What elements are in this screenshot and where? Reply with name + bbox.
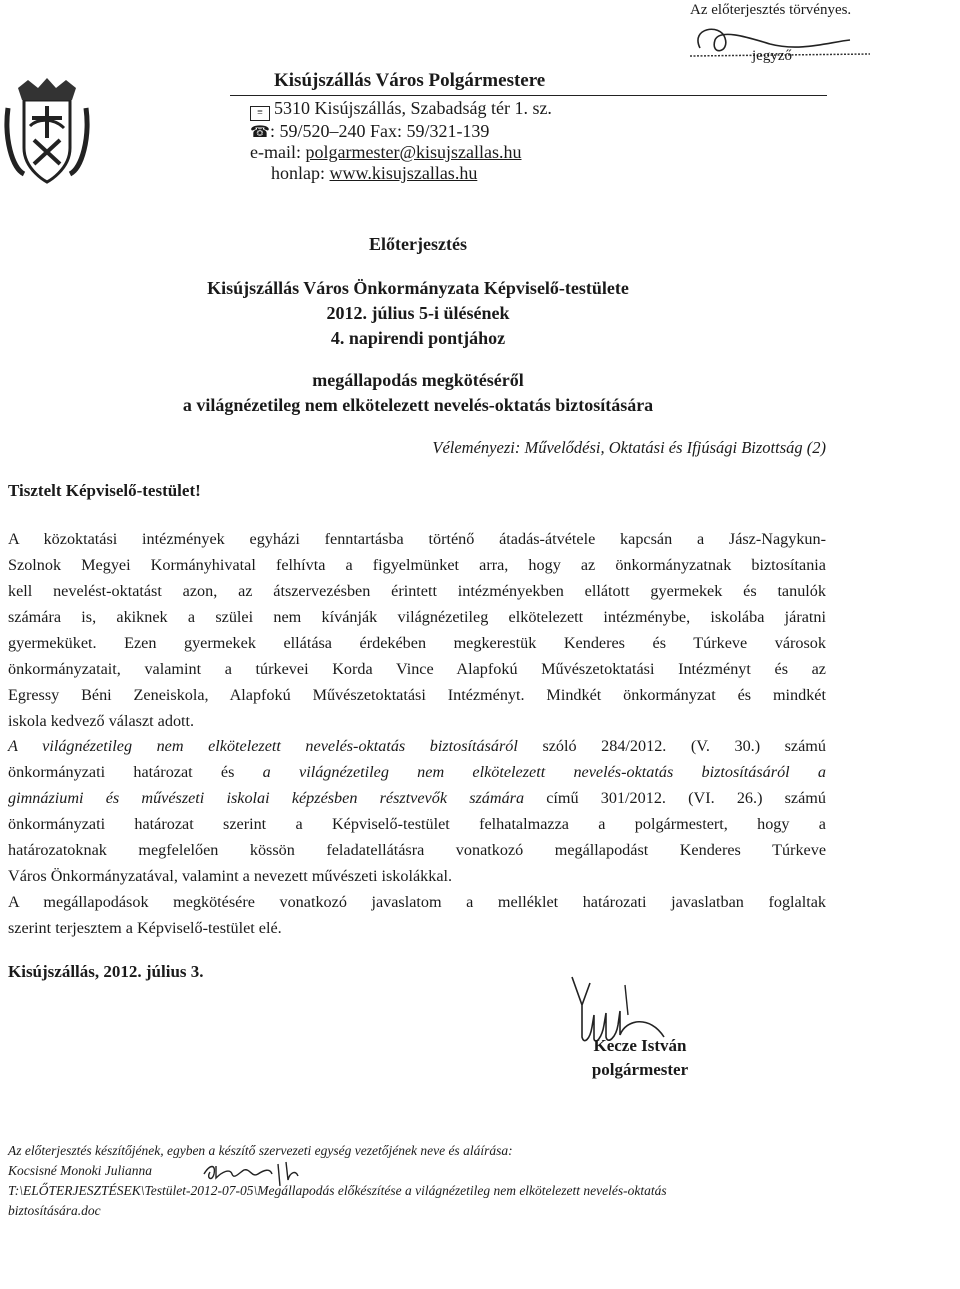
telephone-icon: ☎ (250, 124, 270, 141)
paragraph-line: Szolnok Megyei Kormányhivatal felhívta a figyelmünket arra, hogy az önkormányzatnak biztosítania (8, 556, 826, 574)
stamp-role: jegyző (752, 48, 792, 64)
paragraph-3 (8, 889, 826, 941)
preparer-name: Kocsisné Monoki Julianna (8, 1163, 152, 1178)
doc-type: Előterjesztés (369, 234, 467, 254)
footer-preparer-line (8, 1161, 828, 1181)
paragraph-2 (8, 733, 826, 889)
signatory-title: polgármester (591, 1060, 689, 1079)
signatory-block (560, 1034, 720, 1082)
paragraph-text: című 301/2012. (VI. 26.) számú (524, 789, 826, 807)
paragraph-text: szóló 284/2012. (V. 30.) számú (517, 737, 826, 755)
coat-of-arms-logo (4, 78, 90, 188)
paragraph-line: önkormányzatait, valamint a túrkevei Korda Vince Alapfokú Művészetoktatási Intézményt és az (8, 660, 826, 678)
paragraph-text: önkormányzati határozat és (8, 763, 263, 781)
phone-line (230, 121, 830, 142)
heading-subject-1: megállapodás megkötéséről (312, 370, 524, 390)
paragraph-line: kell nevelést-oktatást azon, az átszervezésben érintett intézményekben ellátott gyermekek és tanulók (8, 582, 826, 600)
paragraph-line (8, 759, 826, 785)
paragraph-line: határozatoknak megfelelően kössön feladatellátásra vonatkozó megállapodást Kenderes Túrkeve (8, 841, 826, 859)
paragraph-line (8, 785, 826, 811)
stamp-text: Az előterjesztés törvényes. (690, 2, 852, 18)
heading-session: 2012. július 5-i ülésének (326, 303, 510, 323)
web-line (230, 163, 830, 184)
heading-subject-2: a világnézetileg nem elkötelezett nevelés-oktatás biztosítására (182, 395, 654, 415)
paragraph-line: gyermeküket. Ezen gyermekek ellátása érdekében megkerestük Kenderes és Túrkeve városok (8, 634, 826, 652)
paragraph-line: Egressy Béni Zeneiskola, Alapfokú Művészetoktatási Intézményt. Mindkét önkormányzat és mindkét (8, 686, 826, 704)
paragraph-line (8, 733, 826, 759)
paragraph-line: Város Önkormányzatával, valamint a nevezett művészeti iskolákkal. (8, 867, 453, 885)
heading-body: Kisújszállás Város Önkormányzata Képviselő-testülete (207, 278, 629, 298)
resolution-title-2a: a világnézetileg nem elkötelezett nevelés-oktatás biztosításáról a (262, 763, 827, 781)
mailbox-icon: ≡ (250, 106, 270, 121)
file-path-line-2: biztosítására.doc (8, 1203, 101, 1218)
resolution-title-1: A világnézetileg nem elkötelezett nevelés-oktatás biztosításáról (8, 737, 518, 755)
web-label: honlap: (271, 163, 330, 183)
footer-preparer-note: Az előterjesztés készítőjének, egyben a készítő szervezeti egység vezetőjének neve és aláírása: (8, 1143, 513, 1158)
web-link[interactable]: www.kisujszallas.hu (329, 163, 478, 183)
email-link[interactable]: polgarmester@kisujszallas.hu (305, 142, 522, 162)
paragraph-line: számára is, akiknek a szülei nem kívánják világnézetileg elkötelezett intézménybe, iskolába járatni (8, 608, 826, 626)
resolution-title-2b: gimnáziumi és művészeti iskolai képzésben résztvevők számára (8, 789, 525, 807)
heading-block (0, 232, 836, 418)
phone-text: : 59/520–240 Fax: 59/321-139 (269, 121, 490, 141)
email-label: e-mail: (250, 142, 306, 162)
date-place: Kisújszállás, 2012. július 3. (8, 962, 204, 981)
paragraph-1 (8, 526, 826, 734)
address-text: 5310 Kisújszállás, Szabadság tér 1. sz. (274, 98, 552, 118)
heading-agenda: 4. napirendi pontjához (330, 328, 506, 348)
paragraph-line: önkormányzati határozat szerint a Képviselő-testület felhatalmazza a polgármestert, hogy a (8, 815, 826, 833)
legality-stamp (690, 2, 851, 19)
paragraph-line: iskola kedvező választ adott. (8, 712, 195, 730)
email-line (230, 142, 830, 163)
paragraph-line: A közoktatási intézmények egyházi fenntartásba történő átadás-átvétele kapcsán a Jász-Nagykun- (8, 530, 826, 548)
footer (8, 1141, 828, 1221)
letterhead (230, 70, 830, 184)
salutation: Tisztelt Képviselő-testület! (8, 481, 201, 500)
paragraph-line: A megállapodások megkötésére vonatkozó javaslatom a melléklet határozati javaslatban foglaltak (8, 893, 826, 911)
signatory-name: Kecze István (593, 1036, 687, 1055)
opinion-line: Véleményezi: Művelődési, Oktatási és Ifjúsági Bizottság (2) (432, 438, 826, 457)
preparer-signature (200, 1158, 330, 1194)
letterhead-rule (230, 95, 827, 96)
file-path-line: T:\ELŐTERJESZTÉSEK\Testület-2012-07-05\Megállapodás előkészítése a világnézetileg nem elkötelezett nevelés-oktatás (8, 1183, 667, 1198)
paragraph-line: szerint terjesztem a Képviselő-testület elé. (8, 919, 282, 937)
address-line (230, 98, 830, 121)
letterhead-title: Kisújszállás Város Polgármestere (274, 70, 546, 91)
